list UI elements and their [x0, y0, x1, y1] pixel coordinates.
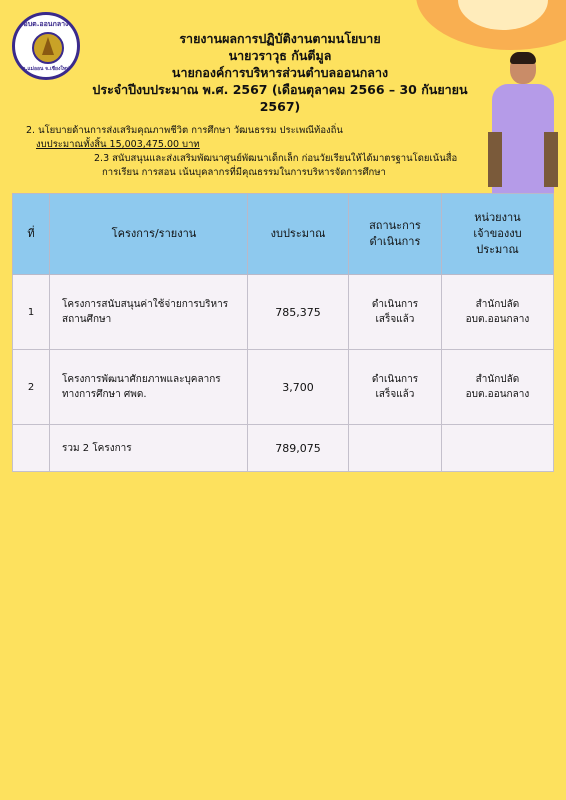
cell-no: 1 [13, 275, 50, 350]
col-header-project: โครงการ/รายงาน [50, 194, 248, 275]
header-title: รายงานผลการปฏิบัติงานตามนโยบาย [179, 31, 381, 46]
cell-empty [349, 425, 442, 472]
table-row [13, 350, 554, 425]
policy-section [26, 124, 496, 180]
cell-empty [441, 425, 553, 472]
organization-logo [12, 12, 80, 80]
col-header-no: ที่ [13, 194, 50, 275]
table-total-row [13, 425, 554, 472]
cell-project: โครงการสนับสนุนค่าใช้จ่ายการบริหาร สถานศึกษา [50, 275, 248, 350]
policy-subitem-cont: การเรียน การสอน เน้นบุคลากรที่มีคุณธรรมในการบริหารจัดการศึกษา [102, 167, 386, 178]
col-header-status: สถานะการ ดำเนินการ [349, 194, 442, 275]
table-header-row [13, 194, 554, 275]
cell-total-label: รวม 2 โครงการ [50, 425, 248, 472]
cell-empty [13, 425, 50, 472]
logo-top-text: อบต.ออนกลาง [23, 20, 69, 28]
cell-budget: 785,375 [247, 275, 348, 350]
logo-bottom-text: อ.แม่ออน จ.เชียงใหม่ [22, 66, 70, 72]
cell-total-budget: 789,075 [247, 425, 348, 472]
cell-project: โครงการพัฒนาศักยภาพและบุคลากร ทางการศึกษา ศพด. [50, 350, 248, 425]
policy-subitem: 2.3 สนับสนุนและส่งเสริมพัฒนาศูนย์พัฒนาเด็กเล็ก ก่อนวัยเรียนให้ได้มาตรฐานโดยเน้นสื่อ [94, 153, 458, 164]
table-row [13, 275, 554, 350]
header-position: นายกองค์การบริหารส่วนตำบลออนกลาง [171, 65, 389, 80]
header-fiscal-year: ประจำปีงบประมาณ พ.ศ. 2567 (เดือนตุลาคม 2566 – 30 กันยายน 2567) [92, 82, 468, 114]
col-header-budget: งบประมาณ [247, 194, 348, 275]
report-header [80, 30, 480, 115]
project-table [12, 193, 554, 472]
person-photo [486, 50, 562, 195]
policy-budget: งบประมาณทั้งสิ้น 15,003,475.00 บาท [36, 139, 200, 150]
col-header-owner: หน่วยงาน เจ้าของงบ ประมาณ [441, 194, 553, 275]
cell-status: ดำเนินการ เสร็จแล้ว [349, 350, 442, 425]
cell-owner: สำนักปลัด อบต.ออนกลาง [441, 350, 553, 425]
header-name: นายวราวุธ กันตีมูล [228, 48, 332, 63]
cell-budget: 3,700 [247, 350, 348, 425]
policy-title: 2. นโยบายด้านการส่งเสริมคุณภาพชีวิต การศึกษา วัฒนธรรม ประเพณีท้องถิ่น [26, 125, 343, 136]
cell-status: ดำเนินการ เสร็จแล้ว [349, 275, 442, 350]
cell-owner: สำนักปลัด อบต.ออนกลาง [441, 275, 553, 350]
cell-no: 2 [13, 350, 50, 425]
logo-emblem-icon [32, 32, 64, 64]
